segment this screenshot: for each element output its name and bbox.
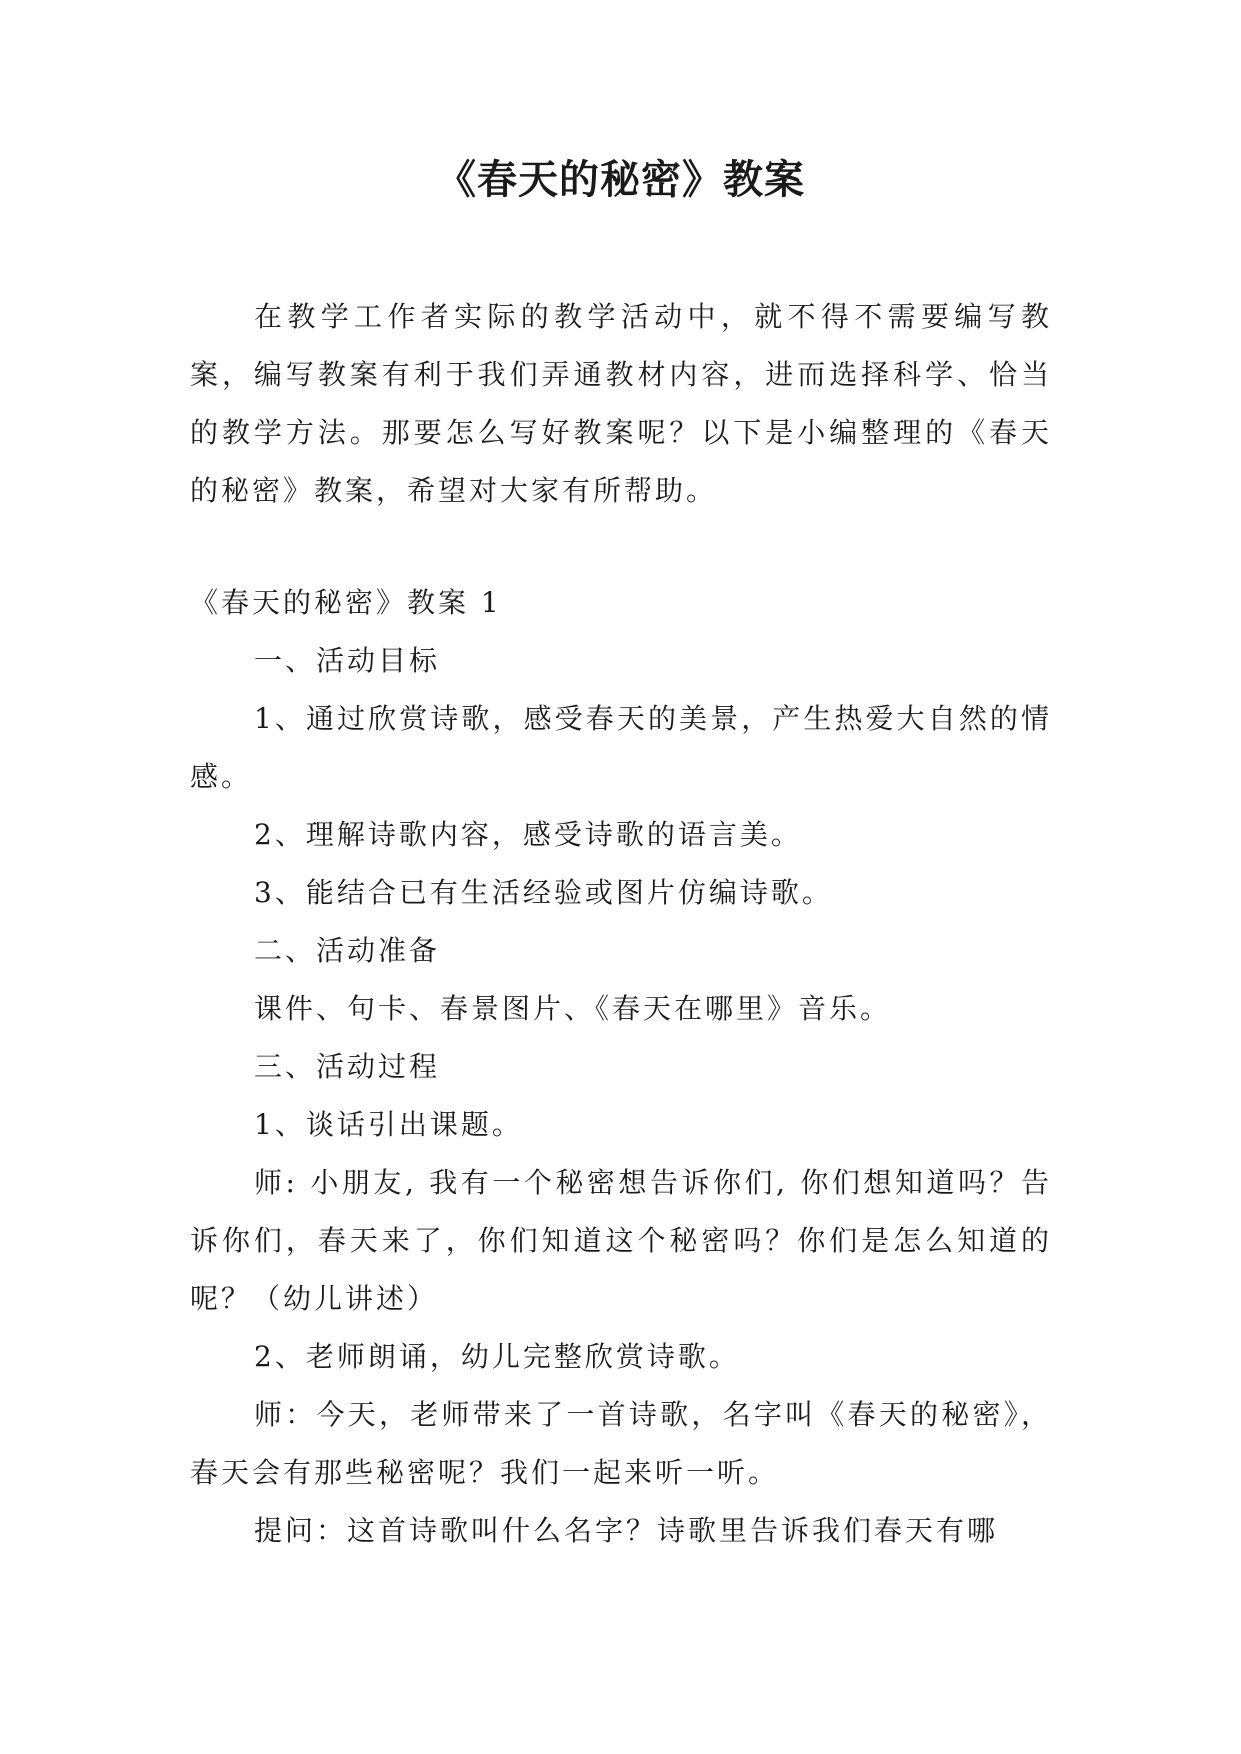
goal-item-2: 2、理解诗歌内容，感受诗歌的语言美。: [254, 818, 802, 851]
process-step-1: 1、谈话引出课题。: [254, 1108, 523, 1141]
question-paragraph: 提问：这首诗歌叫什么名字？诗歌里告诉我们春天有哪: [254, 1514, 999, 1547]
preparation-materials: 课件、句卡、春景图片、《春天在哪里》音乐。: [254, 992, 892, 1025]
goal-item-3: 3、能结合已有生活经验或图片仿编诗歌。: [254, 876, 833, 909]
section-heading: 《春天的秘密》教案 1: [190, 586, 502, 619]
heading-activity-process: 三、活动过程: [254, 1050, 441, 1083]
heading-activity-goals: 一、活动目标: [254, 644, 441, 677]
heading-activity-preparation: 二、活动准备: [254, 934, 441, 967]
intro-paragraph: 在教学工作者实际的教学活动中，就不得不需要编写教案，编写教案有利于我们弄通教材内容，进而选择科学、恰当的教学方法。那要怎么写好教案呢？以下是小编整理的《春天的秘密》教案，希望对大家有所帮助。: [190, 300, 1052, 507]
lesson-plan-content: [190, 574, 1052, 1560]
teacher-dialogue-1: 师: 小朋友, 我有一个秘密想告诉你们, 你们想知道吗？告诉你们，春天来了，你们知道这个秘密吗？你们是怎么知道的呢？（幼儿讲述）: [190, 1166, 1052, 1315]
process-step-2: 2、老师朗诵，幼儿完整欣赏诗歌。: [254, 1340, 740, 1373]
goal-item-1: 1、通过欣赏诗歌，感受春天的美景，产生热爱大自然的情感。: [190, 702, 1052, 793]
teacher-dialogue-2: 师：今天，老师带来了一首诗歌，名字叫《春天的秘密》，春天会有那些秘密呢？我们一起来听一听。: [190, 1398, 1052, 1489]
document-title: 《春天的秘密》教案: [436, 156, 805, 203]
